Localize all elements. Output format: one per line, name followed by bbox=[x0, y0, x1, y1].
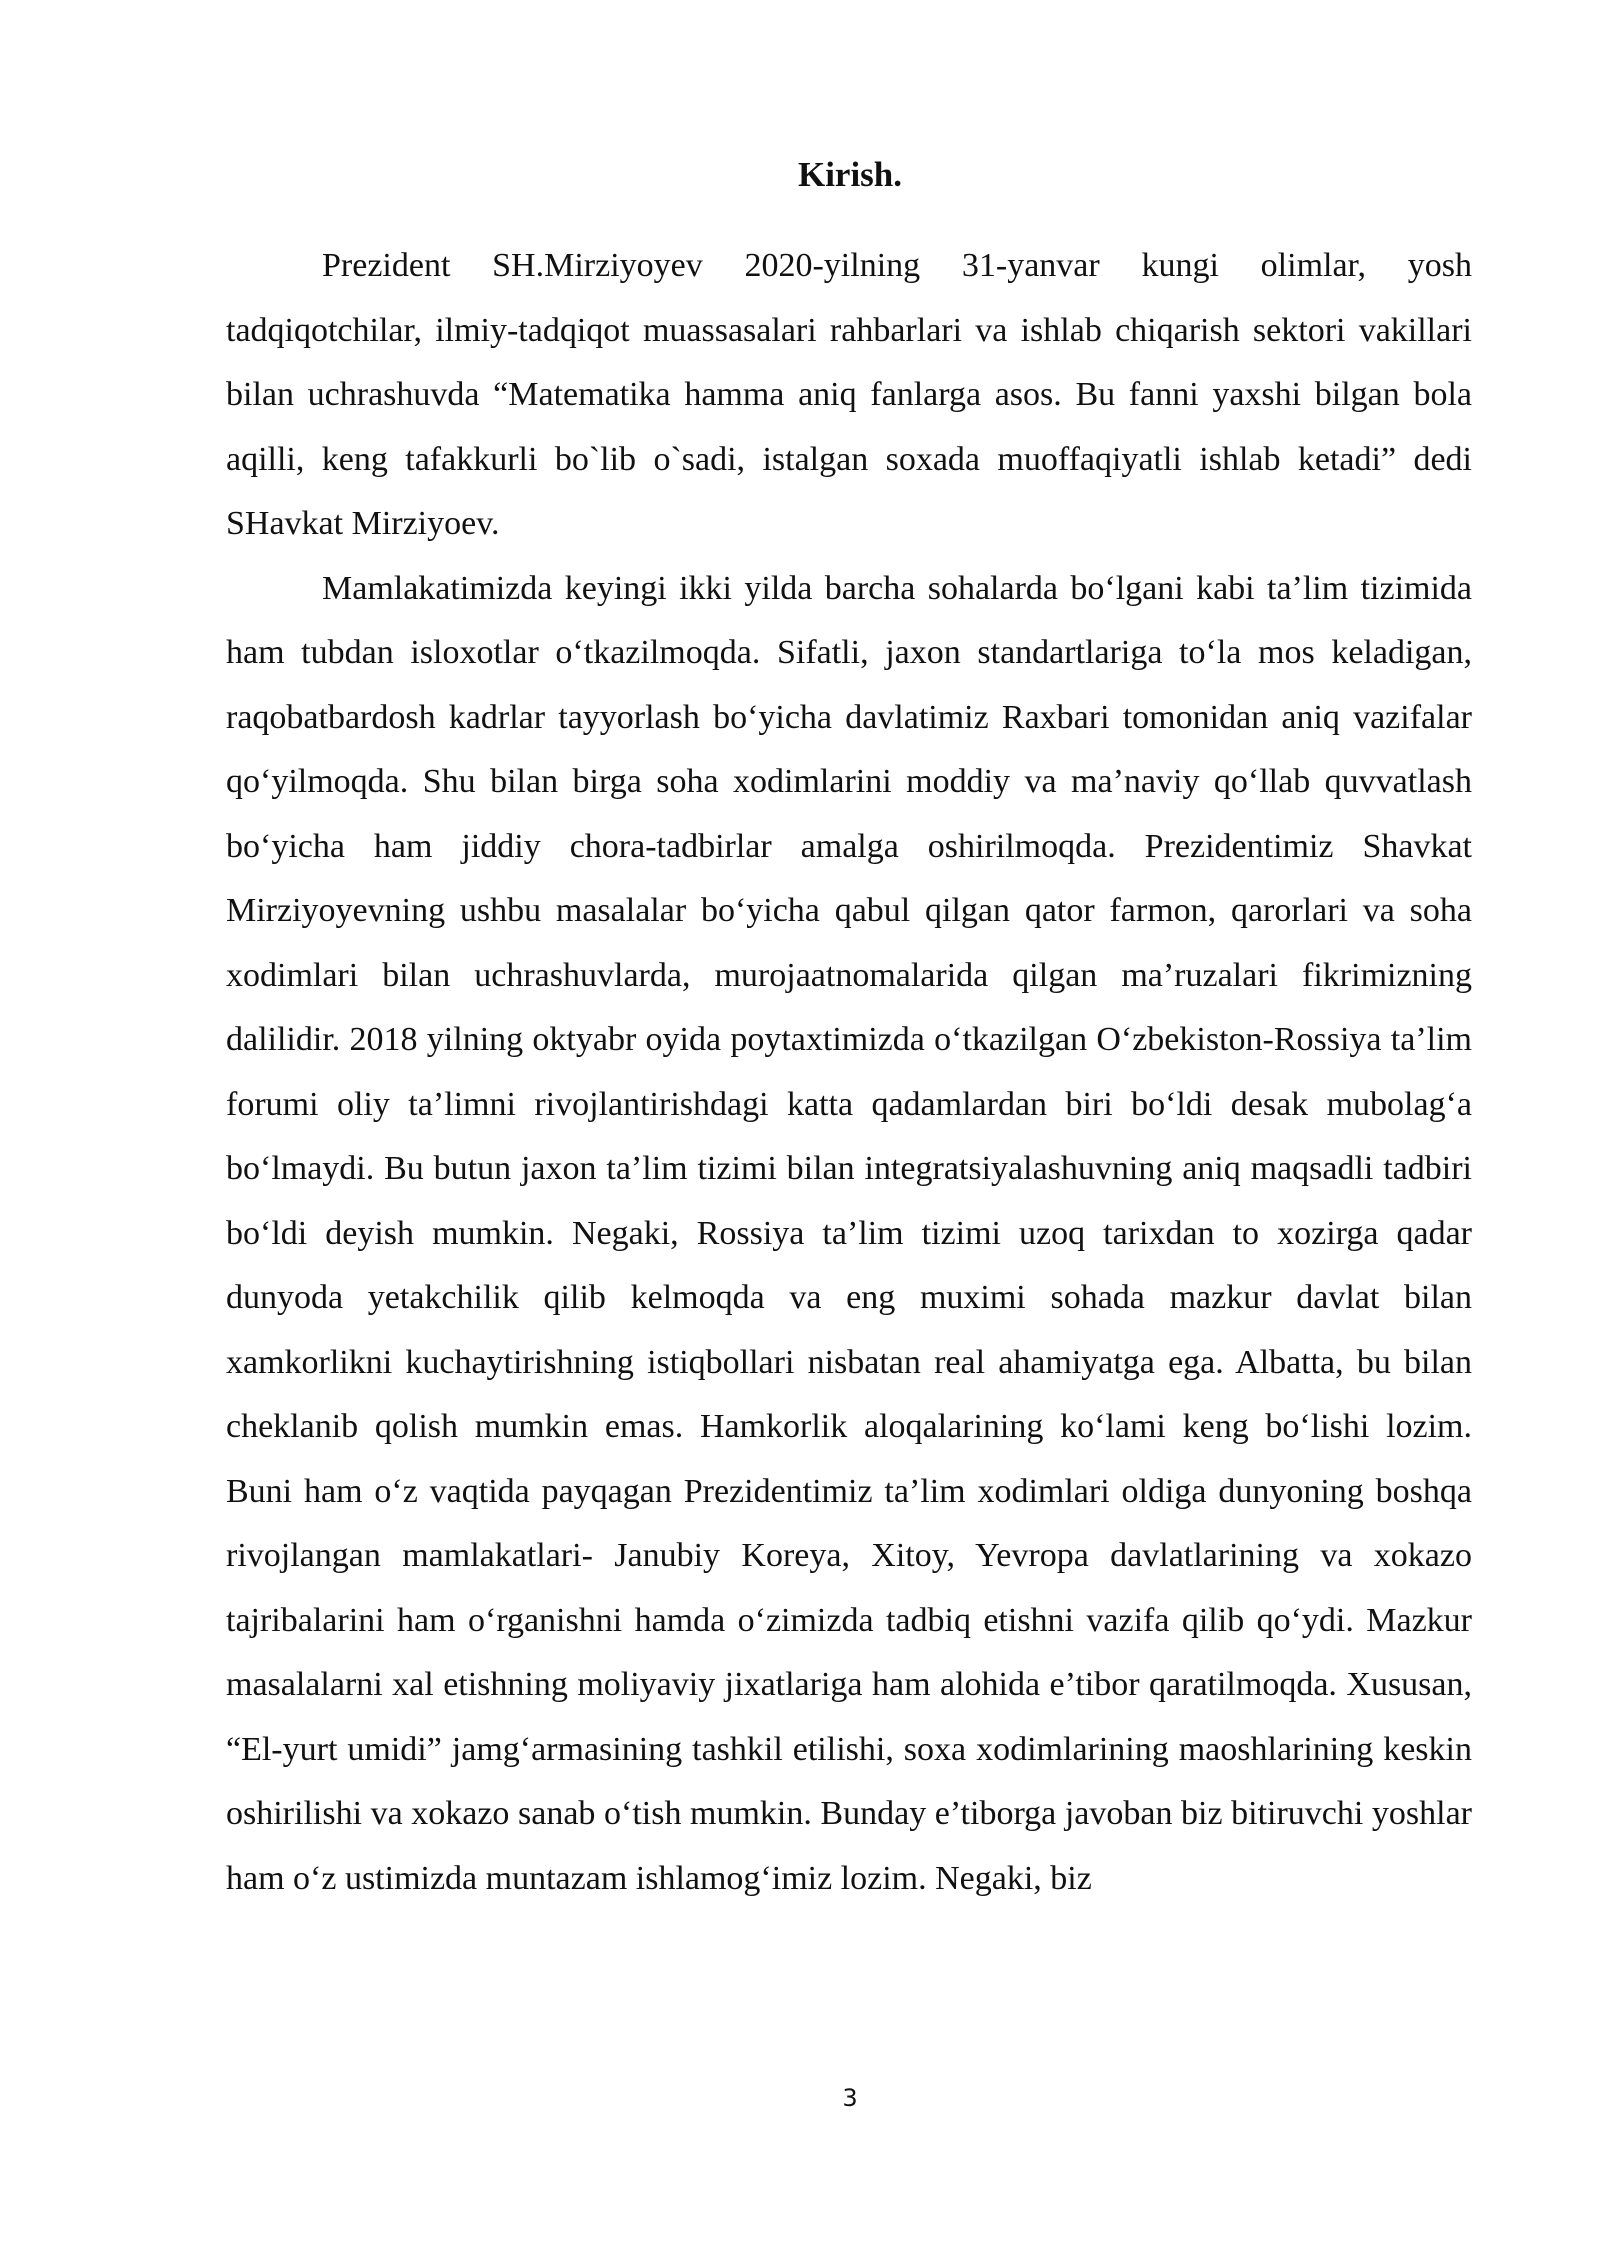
body-text bbox=[226, 234, 1472, 1911]
paragraph-2: Mamlakatimizda keyingi ikki yilda barcha sohalarda bo‘lgani kabi ta’lim tizimida ham tubdan isloxotlar o‘tkazilmoqda. Sifatli, jaxon standartlariga to‘la mos keladigan, raqobatbardosh kadrlar tayyorlash bo‘yicha davlatimiz Raxbari tomonidan aniq vazifalar qo‘yilmoqda. Shu bilan birga soha xodimlarini moddiy va ma’naviy qo‘llab quvvatlash bo‘yicha ham jiddiy chora-tadbirlar amalga oshirilmoqda. Prezidentimiz Shavkat Mirziyoyevning ushbu masalalar bo‘yicha qabul qilgan qator farmon, qarorlari va soha xodimlari bilan uchrashuvlarda, murojaatnomalarida qilgan ma’ruzalari fikrimizning dalilidir. 2018 yilning oktyabr oyida poytaxtimizda o‘tkazilgan O‘zbekiston-Rossiya ta’lim forumi oliy ta’limni rivojlantirishdagi katta qadamlardan biri bo‘ldi desak mubolag‘a bo‘lmaydi. Bu butun jaxon ta’lim tizimi bilan integratsiyalashuvning aniq maqsadli tadbiri bo‘ldi deyish mumkin. Negaki, Rossiya ta’lim tizimi uzoq tarixdan to xozirga qadar dunyoda yetakchilik qilib kelmoqda va eng muximi sohada mazkur davlat bilan xamkorlikni kuchaytirishning istiqbollari nisbatan real ahamiyatga ega. Albatta, bu bilan cheklanib qolish mumkin emas. Hamkorlik aloqalarining ko‘lami keng bo‘lishi lozim. Buni ham o‘z vaqtida payqagan Prezidentimiz ta’lim xodimlari oldiga dunyoning boshqa rivojlangan mamlakatlari- Janubiy Koreya, Xitoy, Yevropa davlatlarining va xokazo tajribalarini ham o‘rganishni hamda o‘zimizda tadbiq etishni vazifa qilib qo‘ydi. Mazkur masalalarni xal etishning moliyaviy jixatlariga ham alohida e’tibor qaratilmoqda. Xususan, “El-yurt umidi” jamg‘armasining tashkil etilishi, soxa xodimlarining maoshlarining keskin oshirilishi va xokazo sanab o‘tish mumkin. Bunday e’tiborga javoban biz bitiruvchi yoshlar ham o‘z ustimizda muntazam ishlamog‘imiz lozim. Negaki, biz bbox=[226, 569, 1472, 1897]
page-title: Kirish. bbox=[797, 155, 903, 194]
paragraph-1: Prezident SH.Mirziyoyev 2020-yilning 31-yanvar kungi olimlar, yosh tadqiqotchilar, ilmiy-tadqiqot muassasalari rahbarlari va ishlab chiqarish sektori vakillari bilan uchrashuvda “Matematika hamma aniq fanlarga asos. Bu fanni yaxshi bilgan bola aqilli, keng tafakkurli bo`lib o`sadi, istalgan soxada muoffaqiyatli ishlab ketadi” dedi SHavkat Mirziyoev. bbox=[226, 247, 1472, 542]
page-number: 3 bbox=[842, 2084, 858, 2112]
